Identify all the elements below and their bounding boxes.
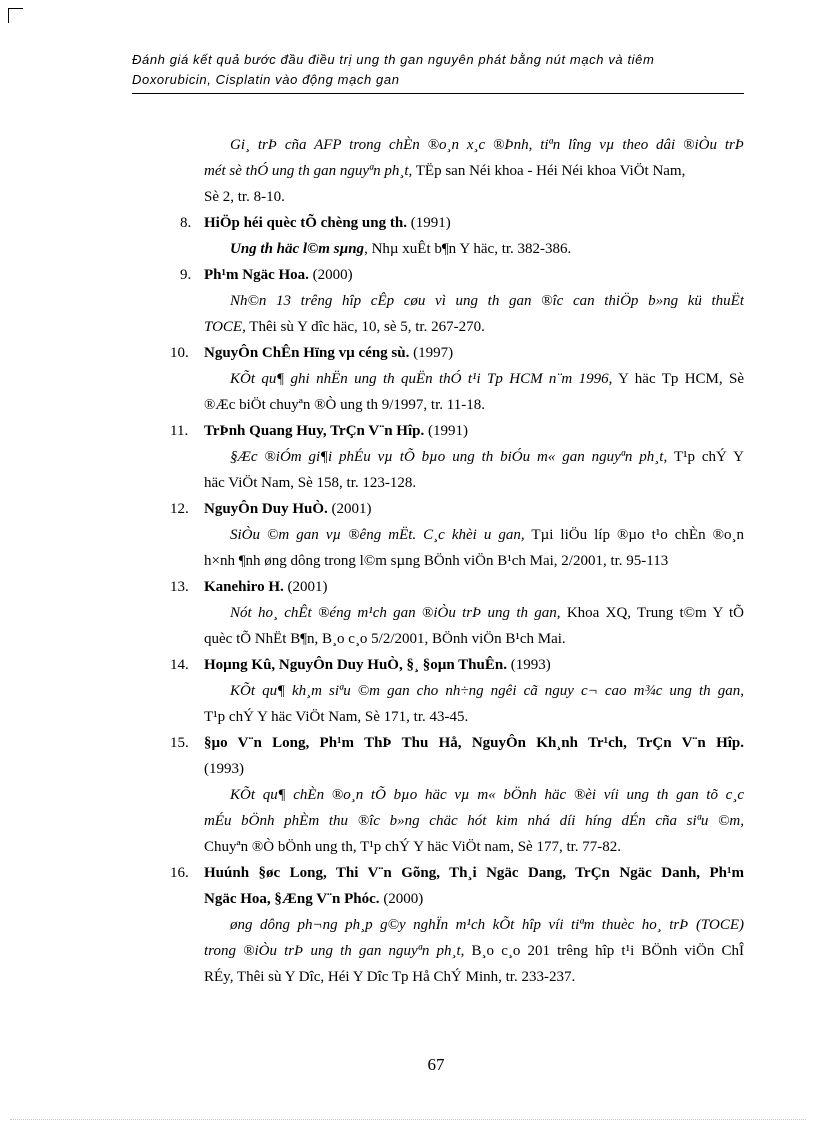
reference-year: (1991) bbox=[424, 423, 468, 439]
reference-year: (1993) bbox=[506, 657, 551, 673]
reference-number: 16. bbox=[170, 865, 189, 881]
reference-source: T¹p chÝ Y bbox=[667, 449, 744, 465]
reference-text-line: Chuyªn ®Ò bÖnh ung th, T¹p chÝ Y häc ViÖt nam, Sè 177, tr. 77-82. bbox=[204, 839, 622, 855]
reference-text-line bbox=[204, 938, 744, 964]
reference-source: Thêi sù Y dîc häc, 10, sè 5, tr. 267-270. bbox=[245, 319, 485, 335]
reference-year: (2001) bbox=[283, 579, 328, 595]
reference-title: KÕt qu¶ ghi nhËn ung th quËn thÓ t¹i Tp HCM n¨m 1996, bbox=[230, 371, 613, 387]
reference-number: 12. bbox=[170, 501, 189, 517]
reference-number: 8. bbox=[180, 215, 192, 231]
reference-number: 15. bbox=[170, 735, 189, 751]
reference-authors: §µo V¨n Long, Ph¹m ThÞ Thu Hå, NguyÔn Kh¸nh Tr¹ch, TrÇn V¨n Hîp. bbox=[204, 735, 744, 751]
reference-year: (1993) bbox=[204, 761, 244, 777]
reference-item-9 bbox=[180, 262, 744, 340]
reference-text-line bbox=[204, 236, 744, 262]
reference-authors-line bbox=[204, 886, 744, 912]
reference-title: §Æc ®iÓm gi¶i phÉu vµ tÕ bµo ung th biÓu m« gan nguyªn ph¸t, bbox=[230, 449, 668, 465]
reference-list bbox=[170, 132, 744, 990]
reference-authors-line bbox=[204, 574, 744, 600]
reference-authors-line bbox=[204, 340, 744, 366]
reference-item-14 bbox=[170, 652, 744, 730]
reference-text-line bbox=[204, 522, 744, 548]
reference-text-line bbox=[204, 600, 744, 626]
reference-title: Ung th häc l©m sµng bbox=[230, 241, 365, 257]
reference-text-line: quèc tÕ NhËt B¶n, B¸o c¸o 5/2/2001, BÖnh viÖn B¹ch Mai. bbox=[204, 631, 566, 647]
page-number: 67 bbox=[427, 1055, 445, 1074]
reference-authors-line bbox=[204, 262, 744, 288]
reference-item-10 bbox=[170, 340, 744, 418]
crop-mark bbox=[8, 8, 23, 23]
header-line-2: Doxorubicin, Cisplatin vào động mạch gan bbox=[132, 72, 400, 87]
reference-number: 11. bbox=[170, 423, 189, 439]
reference-authors: Ph¹m Ngäc Hoa. bbox=[204, 267, 309, 283]
reference-authors-line bbox=[204, 418, 744, 444]
reference-source: Khoa XQ, Trung t©m Y tÕ bbox=[560, 605, 744, 621]
reference-year: (1997) bbox=[409, 345, 454, 361]
reference-authors-line bbox=[204, 496, 744, 522]
reference-title: TOCE, bbox=[204, 319, 246, 335]
reference-item-7-continued bbox=[180, 132, 744, 210]
reference-year: (2001) bbox=[327, 501, 372, 517]
reference-item-15 bbox=[170, 730, 744, 860]
reference-authors: NguyÔn ChÊn Hïng vµ céng sù. bbox=[204, 345, 410, 361]
reference-item-16 bbox=[170, 860, 744, 990]
reference-text-line: RÉy, Thêi sù Y Dîc, Héi Y Dîc Tp Hå ChÝ Minh, tr. 233-237. bbox=[204, 969, 576, 985]
reference-text-line: mÉu bÖnh phÈm thu ®îc b»ng chäc hót kim nhá díi híng dÉn cña siªu ©m, bbox=[204, 813, 744, 829]
reference-item-11 bbox=[170, 418, 744, 496]
page-edge-divider bbox=[10, 1119, 806, 1120]
reference-text-line: häc ViÖt Nam, Sè 158, tr. 123-128. bbox=[204, 475, 417, 491]
header-rule bbox=[132, 93, 744, 94]
reference-source: TËp san Néi khoa - Héi Néi khoa ViÖt Nam, bbox=[412, 163, 686, 179]
reference-authors-line bbox=[204, 652, 744, 678]
reference-authors: HiÖp héi quèc tÕ chèng ung th. bbox=[204, 215, 411, 231]
reference-title: mét sè thÓ ung th gan nguyªn ph¸t, bbox=[204, 163, 413, 179]
reference-source: , Nhµ xuÊt b¶n Y häc, tr. 382-386. bbox=[364, 241, 572, 257]
reference-year: (2000) bbox=[379, 891, 424, 907]
reference-number: 13. bbox=[170, 579, 189, 595]
reference-authors: Kanehiro H. bbox=[204, 579, 284, 595]
reference-source: Y häc Tp HCM, Sè bbox=[612, 371, 744, 387]
reference-text-line: Gi¸ trÞ cña AFP trong chÈn ®o¸n x¸c ®Þnh, tiªn lîng vµ theo dâi ®iÒu trÞ bbox=[230, 137, 744, 153]
reference-text-line: Nh©n 13 trêng hîp cÊp cøu vì ung th gan ®îc can thiÖp b»ng kü thuËt bbox=[230, 293, 744, 309]
reference-item-12 bbox=[170, 496, 744, 574]
reference-source: Tµi liÖu líp ®µo t¹o chÈn ®o¸n bbox=[524, 527, 744, 543]
reference-authors: Ngäc Hoa, §Æng V¨n Phóc. bbox=[204, 891, 380, 907]
reference-authors-line bbox=[204, 210, 744, 236]
reference-number: 9. bbox=[180, 267, 192, 283]
reference-text-line: ®Æc biÖt chuyªn ®Ò ung th 9/1997, tr. 11-18. bbox=[204, 397, 485, 413]
reference-text-line: KÕt qu¶ kh¸m siªu ©m gan cho nh÷ng ngêi cã nguy c¬ cao m¾c ung th gan, bbox=[230, 683, 744, 699]
reference-title: Nót ho¸ chÊt ®éng m¹ch gan ®iÒu trÞ ung th gan, bbox=[230, 605, 561, 621]
reference-year: (1991) bbox=[410, 215, 451, 231]
reference-title: trong ®iÒu trÞ ung th gan nguyªn ph¸t, bbox=[204, 943, 465, 959]
reference-item-8 bbox=[180, 210, 744, 262]
reference-year: (2000) bbox=[308, 267, 353, 283]
reference-text-line: T¹p chÝ Y häc ViÖt Nam, Sè 171, tr. 43-45. bbox=[204, 709, 469, 725]
reference-text-line bbox=[204, 366, 744, 392]
reference-authors: TrÞnh Quang Huy, TrÇn V¨n Hîp. bbox=[204, 423, 425, 439]
reference-text-line: Sè 2, tr. 8-10. bbox=[204, 189, 285, 205]
header-line-1: Đánh giá kết quả bước đầu điều trị ung th gan nguyên phát bằng nút mạch và tiêm bbox=[132, 52, 655, 67]
reference-text-line: h×nh ¶nh øng dông trong l©m sµng BÖnh viÖn B¹ch Mai, 2/2001, tr. 95-113 bbox=[204, 553, 669, 569]
reference-source: B¸o c¸o 201 trêng hîp t¹i BÖnh viÖn ChÎ bbox=[464, 943, 744, 959]
reference-text-line bbox=[204, 444, 744, 470]
reference-text-line bbox=[204, 314, 744, 340]
reference-item-13 bbox=[170, 574, 744, 652]
reference-number: 14. bbox=[170, 657, 189, 673]
reference-text-line: KÕt qu¶ chÈn ®o¸n tÕ bµo häc vµ m« bÖnh häc ®èi víi ung th gan tõ c¸c bbox=[230, 787, 744, 803]
running-header bbox=[132, 50, 744, 90]
reference-authors: Hoµng Kû, NguyÔn Duy HuÒ, §¸ §oµn ThuÊn. bbox=[204, 657, 507, 673]
reference-authors: Huúnh §øc Long, Thi V¨n Gõng, Th¸i Ngäc Dang, TrÇn Ngäc Danh, Ph¹m bbox=[204, 865, 744, 881]
reference-authors: NguyÔn Duy HuÒ. bbox=[204, 501, 328, 517]
reference-title: SiÒu ©m gan vµ ®êng mËt. C¸c khèi u gan, bbox=[230, 527, 525, 543]
reference-text-line bbox=[204, 158, 744, 184]
reference-number: 10. bbox=[170, 345, 189, 361]
reference-text-line: øng dông ph¬ng ph¸p g©y nghÏn m¹ch kÕt hîp víi tiªm thuèc ho¸ trÞ (TOCE) bbox=[230, 917, 744, 933]
